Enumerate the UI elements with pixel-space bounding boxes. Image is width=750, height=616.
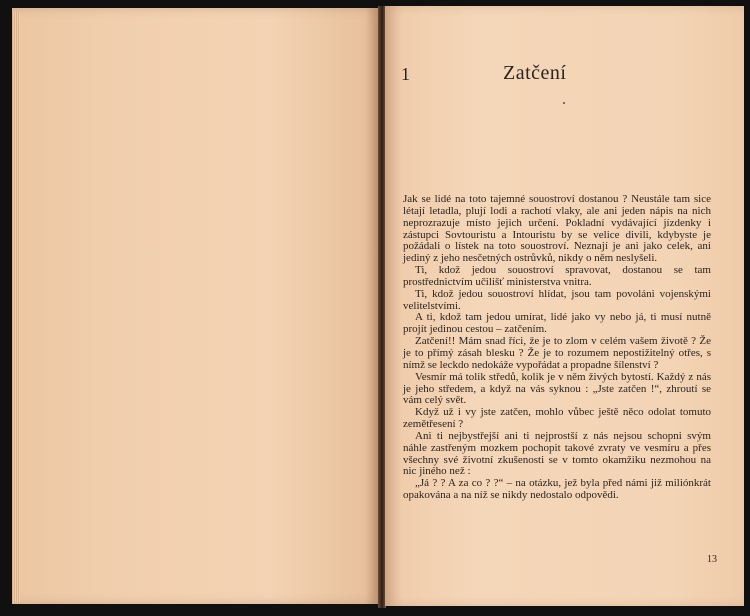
paragraph: Vesmír má tolik středů, kolik je v něm živých bytostí. Každý z nás je jeho středem, a když na vás syknou : „Jste zatčen !“, zhroutí se vám celý svět. [403,370,711,407]
paragraph: Ti, kdož jedou souostroví hlídat, jsou tam povoláni vojenskými velitelstvími. [403,287,711,312]
right-page [385,6,744,606]
open-book [6,6,744,608]
left-page-blank [12,8,380,604]
paragraph: Jak se lidé na toto tajemné souostroví dostanou ? Neustále tam sice létají letadla, plují lodi a rachotí vlaky, ale ani jeden nápis na nich neprozrazuje místo jejich určení. Pokladní vydávající jízdenky i zástupci Sovtouristu a Intouristu by se velice divili, kdybyste je požádali o lístek na toto souostroví. Neznají je ani jako celek, ani jediný z jeho nesčetných ostrůvků, nikdy o něm neslyšeli. [403,193,711,265]
paragraph: Ani ti nejbystřejší ani ti nejprostší z nás nejsou schopni svým náhle zastřeným mozkem pochopit takové zvraty ve vesmíru a přes všechny své životní zkušenosti se v tomto okamžiku nezmohou na nic jiného než : [403,429,711,478]
page-number: 13 [707,554,717,565]
paragraph: Když už i vy jste zatčen, mohlo vůbec ještě něco odolat tomuto zemětřesení ? [403,406,711,431]
chapter-title: Zatčení [503,62,567,84]
paragraph: „Já ? ? A za co ? ?“ – na otázku, jež byla před námi již miliónkrát opakována a na níž se nikdy nedostalo odpovědi. [403,477,711,502]
paper-speck [563,102,565,104]
paragraph: Zatčení!! Mám snad říci, že je to zlom v celém vašem životě ? Že je to přímý zásah blesku ? Že je to rozumem nepostižitelný otřes, s nímž se leckdo nedokáže vypořádat a propadne šílenství ? [403,335,711,371]
paragraph: A ti, kdož tam jedou umírat, lidé jako vy nebo já, ti musí nutně projít jedinou cestou – zatčením. [403,311,711,336]
page-edges [12,12,20,602]
chapter-number: 1 [401,64,410,84]
paragraph: Ti, kdož jedou souostroví spravovat, dostanou se tam prostřednictvím učilišť ministerstva vnitra. [403,264,711,288]
body-text [403,194,711,502]
